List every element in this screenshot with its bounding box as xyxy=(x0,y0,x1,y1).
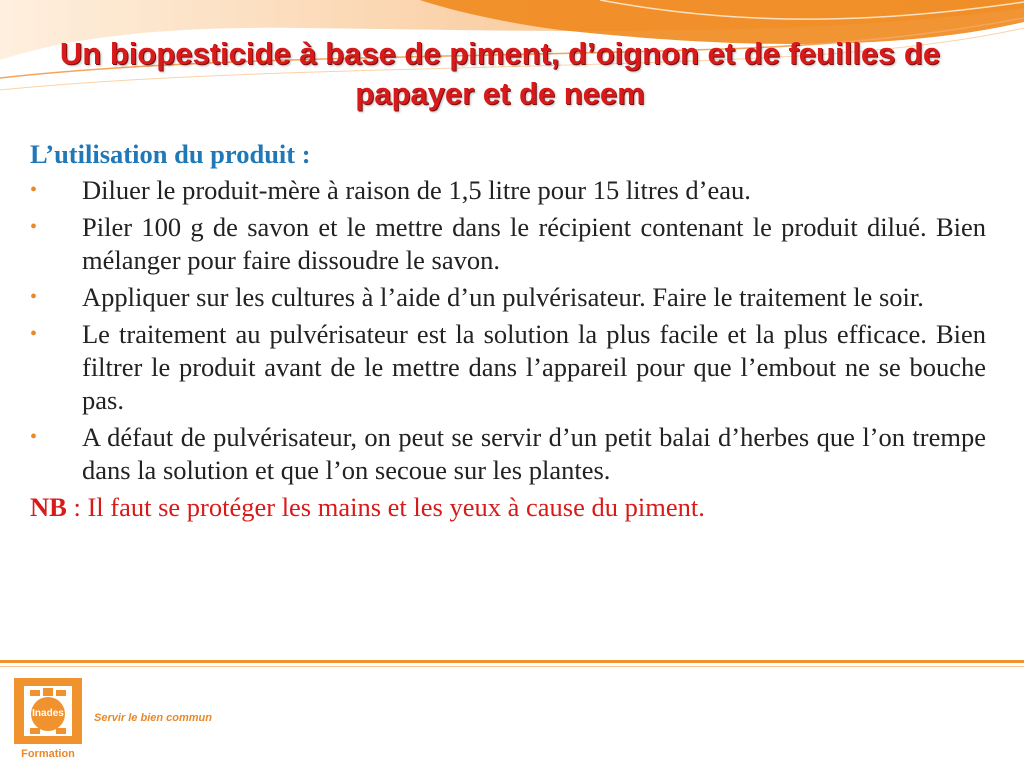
bullet-icon: • xyxy=(30,426,38,448)
list-item-text: Le traitement au pulvérisateur est la solution la plus facile et la plus efficace. Bien filtrer le produit avant de le mettre dans l’appareil pour que l’embout ne se bouche pas. xyxy=(82,319,986,415)
list-item-text: Diluer le produit-mère à raison de 1,5 litre pour 15 litres d’eau. xyxy=(82,175,751,205)
list-item-text: Piler 100 g de savon et le mettre dans le récipient contenant le produit dilué. Bien mélanger pour faire dissoudre le savon. xyxy=(82,212,986,275)
list-item xyxy=(30,318,986,417)
instruction-list xyxy=(30,174,986,487)
footer-divider xyxy=(0,660,1024,663)
logo-subtitle: Formation xyxy=(21,748,75,760)
logo-name: Inades xyxy=(32,708,64,719)
nb-text: : Il faut se protéger les mains et les yeux à cause du piment. xyxy=(66,492,705,522)
list-item xyxy=(30,174,986,207)
footer-divider-thin xyxy=(0,666,1024,667)
slide-title: Un biopesticide à base de piment, d’oignon et de feuilles de papayer et de neem xyxy=(59,36,941,111)
bullet-icon: • xyxy=(30,323,38,345)
bullet-icon: • xyxy=(30,179,38,201)
footer-tagline: Servir le bien commun xyxy=(94,712,212,724)
section-subheading: L’utilisation du produit : xyxy=(30,139,311,169)
bullet-icon: • xyxy=(30,216,38,238)
nb-note xyxy=(30,491,986,524)
bullet-icon: • xyxy=(30,286,38,308)
nb-label: NB xyxy=(30,492,67,522)
list-item xyxy=(30,211,986,277)
slide-body xyxy=(30,138,986,524)
list-item-text: A défaut de pulvérisateur, on peut se servir d’un petit balai d’herbes que l’on trempe dans la solution et que l’on secoue sur les plantes. xyxy=(82,422,986,485)
list-item-text: Appliquer sur les cultures à l’aide d’un pulvérisateur. Faire le traitement le soir. xyxy=(82,282,924,312)
list-item xyxy=(30,281,986,314)
list-item xyxy=(30,421,986,487)
